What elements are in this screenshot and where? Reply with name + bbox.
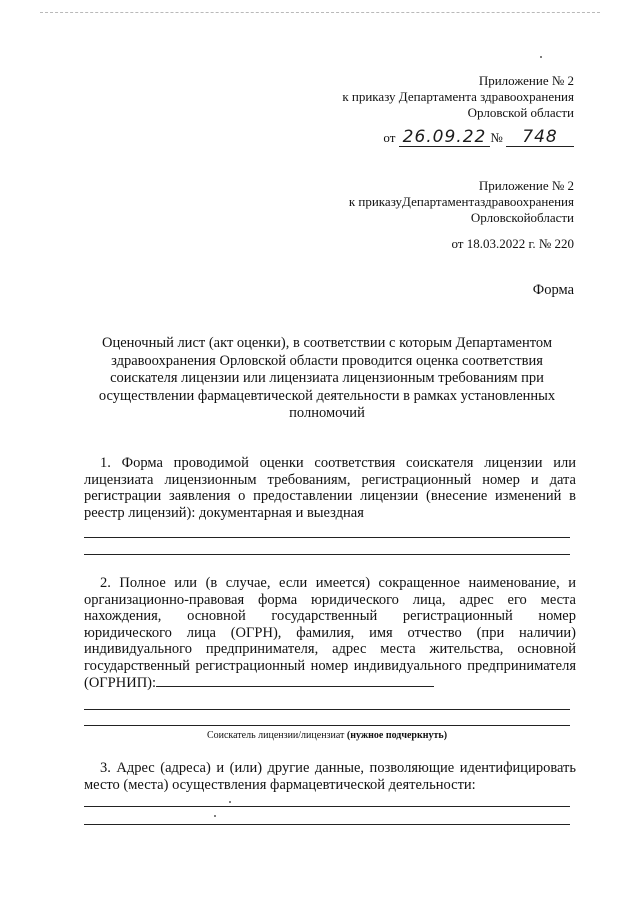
annex-current-line2: к приказу Департамента здравоохранения bbox=[342, 89, 574, 104]
annex-previous-line1: Приложение № 2 bbox=[478, 178, 574, 193]
applicant-caption bbox=[84, 730, 570, 741]
caption-note: (нужное подчеркнуть) bbox=[346, 730, 448, 741]
annex-current-header bbox=[342, 73, 574, 121]
fill-line[interactable] bbox=[84, 806, 570, 807]
number-prefix: № bbox=[490, 130, 503, 145]
scan-speck bbox=[540, 56, 542, 58]
section-3 bbox=[84, 760, 576, 793]
section-2 bbox=[84, 575, 576, 692]
annex-previous-header bbox=[349, 178, 574, 226]
handwritten-date: 26.09.22 bbox=[399, 128, 491, 147]
section-1-text: 1. Форма проводимой оценки соответствия соискателя лицензии или лицензиата лицензионным требованиям, регистрационный номер и дата регистрации заявления о предоставлении лицензии (внесение изменений в реестр лицензий): документарная и выездная bbox=[84, 455, 576, 521]
fill-line[interactable] bbox=[84, 725, 570, 726]
section-1 bbox=[84, 455, 576, 521]
annex-previous-date: от 18.03.2022 г. № 220 bbox=[451, 236, 574, 251]
fill-line[interactable] bbox=[84, 709, 570, 710]
caption-text: Соискатель лицензии/лицензиат bbox=[206, 730, 345, 741]
document-title: Оценочный лист (акт оценки), в соответствии с которым Департаментом здравоохранения Орловской области проводится оценка соответствия соискателя лицензии или лицензиата лицензионным требованиям при осуществлении фармацевтической деятельности в рамках установленных полномочий bbox=[98, 335, 556, 421]
section-2-text: 2. Полное или (в случае, если имеется) сокращенное наименование, и организационно-правовая форма юридического лица, адрес его места нахождения, основной государственный регистрационный номер юридического лица (ОГРН), фамилия, имя отчество (при наличии) индивидуального предпринимателя, адрес места жительства, основной государственный регистрационный номер индивидуального предпринимателя (ОГРНИП): bbox=[84, 575, 576, 691]
scan-speck bbox=[229, 801, 231, 803]
scan-artifact-line bbox=[40, 12, 600, 13]
annex-current-line1: Приложение № 2 bbox=[478, 73, 574, 88]
date-prefix: от bbox=[383, 130, 396, 145]
section-3-text: 3. Адрес (адреса) и (или) другие данные, позволяющие идентифицировать место (места) осуществления фармацевтической деятельности: bbox=[84, 760, 576, 793]
annex-previous-line3: Орловскойобласти bbox=[470, 210, 574, 225]
annex-current-line3: Орловской области bbox=[467, 105, 574, 120]
fill-line[interactable] bbox=[84, 537, 570, 538]
signature-date-number bbox=[383, 128, 574, 147]
fill-line[interactable] bbox=[84, 824, 570, 825]
fill-line[interactable] bbox=[84, 554, 570, 555]
scan-speck bbox=[214, 815, 216, 817]
ogrnip-fill-line[interactable] bbox=[156, 674, 434, 687]
handwritten-number: 748 bbox=[506, 128, 574, 147]
form-label: Форма bbox=[532, 282, 574, 298]
annex-previous-line2: к приказуДепартаментаздравоохранения bbox=[348, 194, 574, 209]
